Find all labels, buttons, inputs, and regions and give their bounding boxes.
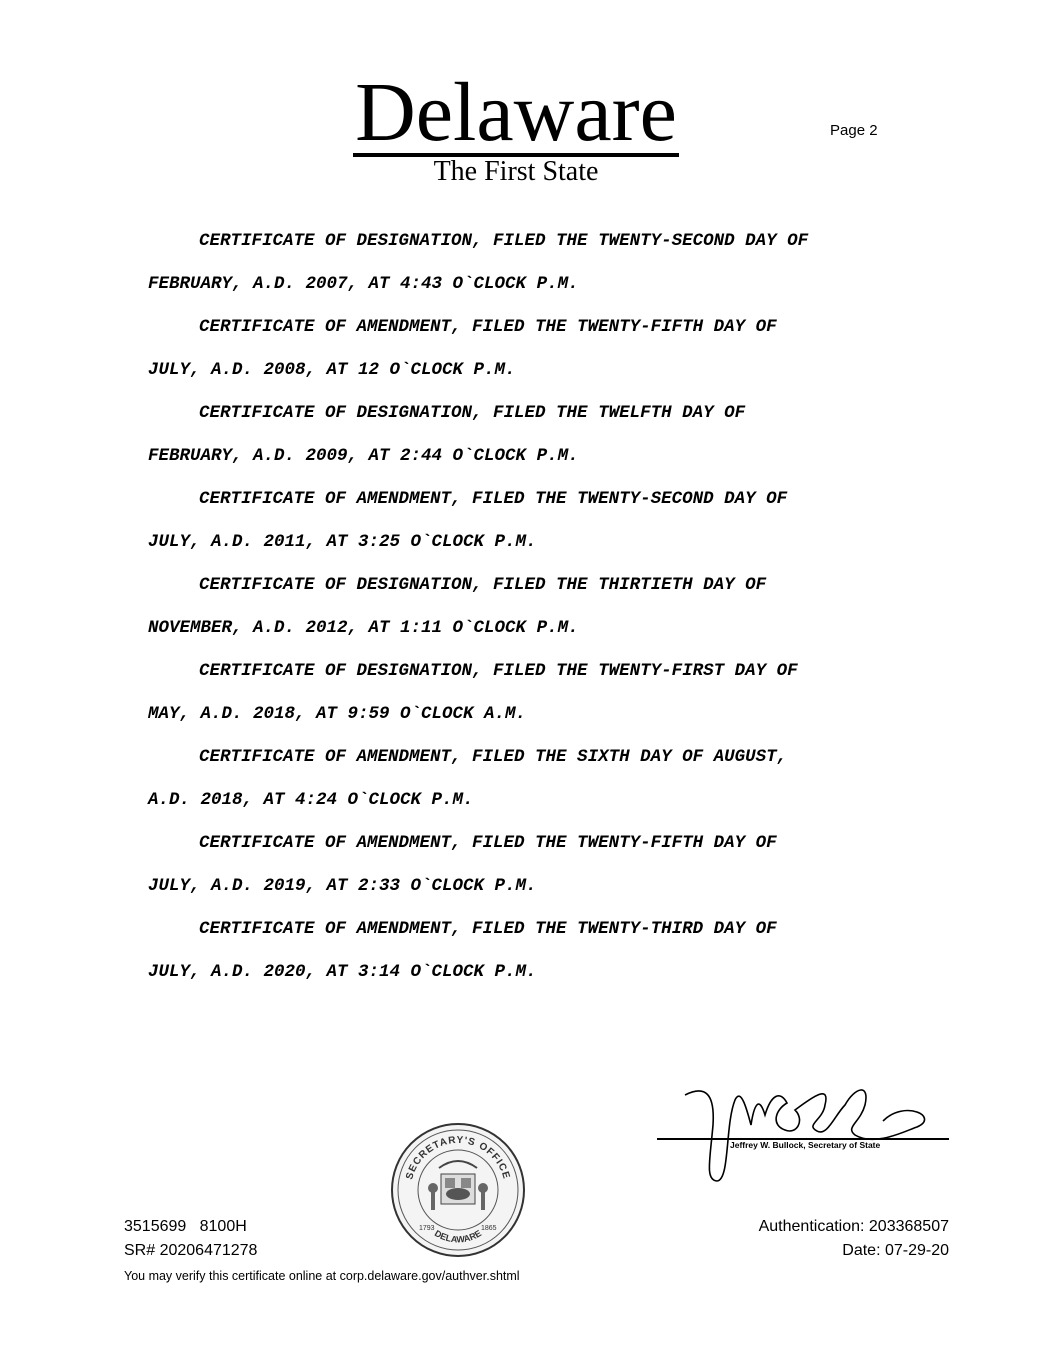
entry: CERTIFICATE OF AMENDMENT, FILED THE TWENTY-FIFTH DAY OF JULY, A.D. 2008, AT 12 O`CLOCK P.M. xyxy=(148,317,777,380)
certificate-date: Date: 07-29-20 xyxy=(842,1242,949,1259)
file-number: 3515699 8100H xyxy=(124,1218,247,1235)
file-numbers xyxy=(124,1215,257,1263)
certificate-entries xyxy=(148,220,888,994)
verify-note: You may verify this certificate online at corp.delaware.gov/authver.shtml xyxy=(124,1269,520,1283)
state-seal-icon xyxy=(389,1118,527,1262)
entry: CERTIFICATE OF DESIGNATION, FILED THE THIRTIETH DAY OF NOVEMBER, A.D. 2012, AT 1:11 O`CLOCK P.M. xyxy=(148,575,767,638)
entry: CERTIFICATE OF AMENDMENT, FILED THE TWENTY-THIRD DAY OF JULY, A.D. 2020, AT 3:14 O`CLOCK P.M. xyxy=(148,919,777,982)
entry: CERTIFICATE OF DESIGNATION, FILED THE TWENTY-SECOND DAY OF FEBRUARY, A.D. 2007, AT 4:43 O`CLOCK P.M. xyxy=(148,231,809,294)
seal-top-text: SECRETARY'S OFFICE xyxy=(404,1134,512,1181)
page-number: Page 2 xyxy=(830,122,878,139)
seal-bottom-text: DELAWARE xyxy=(432,1228,484,1245)
signature-caption: Jeffrey W. Bullock, Secretary of State xyxy=(730,1140,881,1150)
state-motto: The First State xyxy=(433,156,599,187)
entry: CERTIFICATE OF DESIGNATION, FILED THE TWELFTH DAY OF FEBRUARY, A.D. 2009, AT 2:44 O`CLOCK P.M. xyxy=(148,403,746,466)
entry: CERTIFICATE OF AMENDMENT, FILED THE TWENTY-FIFTH DAY OF JULY, A.D. 2019, AT 2:33 O`CLOCK P.M. xyxy=(148,833,777,896)
authentication-block xyxy=(759,1215,949,1263)
state-title: Delaware xyxy=(355,66,677,159)
seal-year-right: 1865 xyxy=(481,1225,497,1232)
sr-number: SR# 20206471278 xyxy=(124,1242,258,1259)
entry: CERTIFICATE OF AMENDMENT, FILED THE SIXTH DAY OF AUGUST, A.D. 2018, AT 4:24 O`CLOCK P.M. xyxy=(148,747,788,810)
seal-year-left: 1793 xyxy=(419,1225,435,1232)
authentication-number: Authentication: 203368507 xyxy=(758,1218,949,1235)
signature-icon xyxy=(655,1065,955,1195)
entry: CERTIFICATE OF DESIGNATION, FILED THE TWENTY-FIRST DAY OF MAY, A.D. 2018, AT 9:59 O`CLOCK A.M. xyxy=(148,661,798,724)
entry: CERTIFICATE OF AMENDMENT, FILED THE TWENTY-SECOND DAY OF JULY, A.D. 2011, AT 3:25 O`CLOCK P.M. xyxy=(148,489,788,552)
